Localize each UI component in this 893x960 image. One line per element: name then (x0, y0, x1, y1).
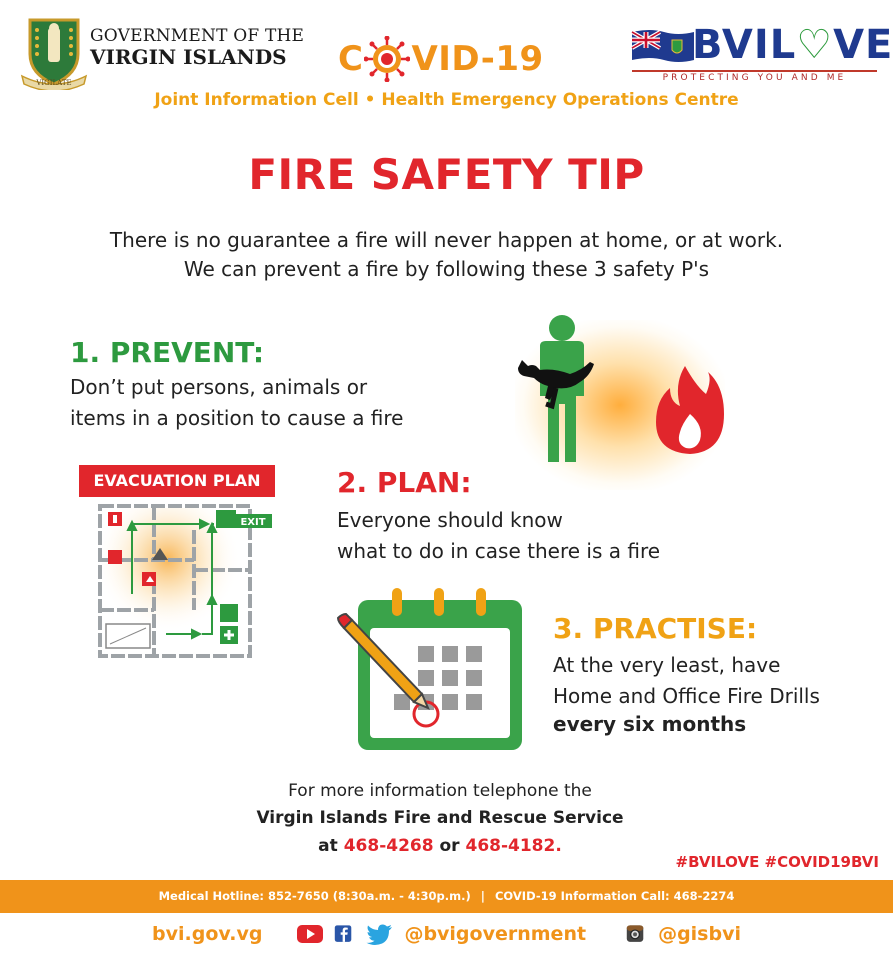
bvilove-word-a: BVIL (692, 22, 797, 68)
government-handle[interactable]: @bvigovernment (404, 923, 587, 945)
phone-1[interactable]: 468-4268 (343, 836, 434, 856)
practise-frequency: every six months (553, 712, 747, 736)
practise-line1: At the very least, have (553, 653, 781, 677)
bvilove-heart-o: ♡ (796, 22, 834, 68)
plan-line1: Everyone should know (337, 508, 563, 532)
bvilove-logo (630, 20, 893, 83)
practise-heading: 3. PRACTISE: (553, 612, 758, 645)
phone-2[interactable]: 468-4182. (465, 836, 562, 856)
subheader: Joint Information Cell • Health Emergency Operations Centre (154, 90, 739, 110)
bvilove-word-b: VE (833, 22, 893, 68)
flag-icon (630, 28, 696, 64)
social-links (0, 918, 893, 950)
covid-logo-c: C (338, 39, 364, 79)
instagram-icon[interactable] (626, 923, 648, 945)
svg-text:VIGILATE: VIGILATE (36, 79, 72, 87)
gov-line1: GOVERNMENT OF THE (90, 26, 305, 46)
prevent-line1: Don’t put persons, animals or (70, 375, 368, 399)
prevent-text (70, 372, 490, 434)
intro-line1: There is no guarantee a fire will never happen at home, or at work. (109, 228, 784, 252)
fire-icon (656, 366, 724, 454)
plan-text (337, 505, 717, 567)
instagram-handle[interactable]: @gisbvi (658, 923, 741, 945)
covid-logo (338, 36, 544, 82)
facebook-icon[interactable] (334, 923, 356, 945)
evacuation-plan-label: EVACUATION PLAN (79, 465, 275, 497)
info-call: COVID-19 Information Call: 468-2274 (494, 889, 735, 903)
crest-icon (18, 14, 90, 90)
website-link[interactable]: bvi.gov.vg (152, 923, 263, 945)
calendar-icon (330, 584, 530, 754)
person-with-dog-icon (510, 314, 740, 464)
exit-label: EXIT (240, 517, 266, 528)
government-wordmark (90, 28, 304, 67)
plan-heading: 2. PLAN: (337, 466, 472, 499)
twitter-icon[interactable] (366, 923, 394, 945)
medical-hotline: Medical Hotline: 852-7650 (8:30a.m. - 4:30p.m.) (158, 889, 471, 903)
contact-prefix: at (318, 836, 338, 856)
footer-separator: | (480, 889, 485, 903)
prevent-heading: 1. PREVENT: (70, 336, 265, 369)
gov-line2: VIRGIN ISLANDS (90, 45, 287, 69)
evacuation-map-icon (84, 500, 284, 665)
intro-line2: We can prevent a fire by following these 3 safety P's (183, 257, 710, 281)
bvilove-tagline: PROTECTING YOU AND ME (632, 70, 877, 83)
youtube-icon[interactable] (296, 923, 324, 945)
practise-text (553, 650, 883, 712)
contact-intro: For more information telephone the (288, 781, 592, 801)
bvilove-wordmark (692, 20, 893, 70)
intro-text (0, 226, 893, 284)
covid-logo-text: VID-19 (411, 39, 544, 79)
virus-icon (364, 36, 410, 82)
page-title: FIRE SAFETY TIP (248, 150, 645, 199)
contact-service: Virgin Islands Fire and Rescue Service (256, 808, 624, 828)
contact-joiner: or (439, 836, 460, 856)
hashtags: #BVILOVE #COVID19BVI (675, 853, 879, 871)
prevent-line2: items in a position to cause a fire (70, 406, 404, 430)
plan-line2: what to do in case there is a fire (337, 539, 661, 563)
footer-bar (0, 880, 893, 913)
practise-line2: Home and Office Fire Drills (553, 684, 820, 708)
